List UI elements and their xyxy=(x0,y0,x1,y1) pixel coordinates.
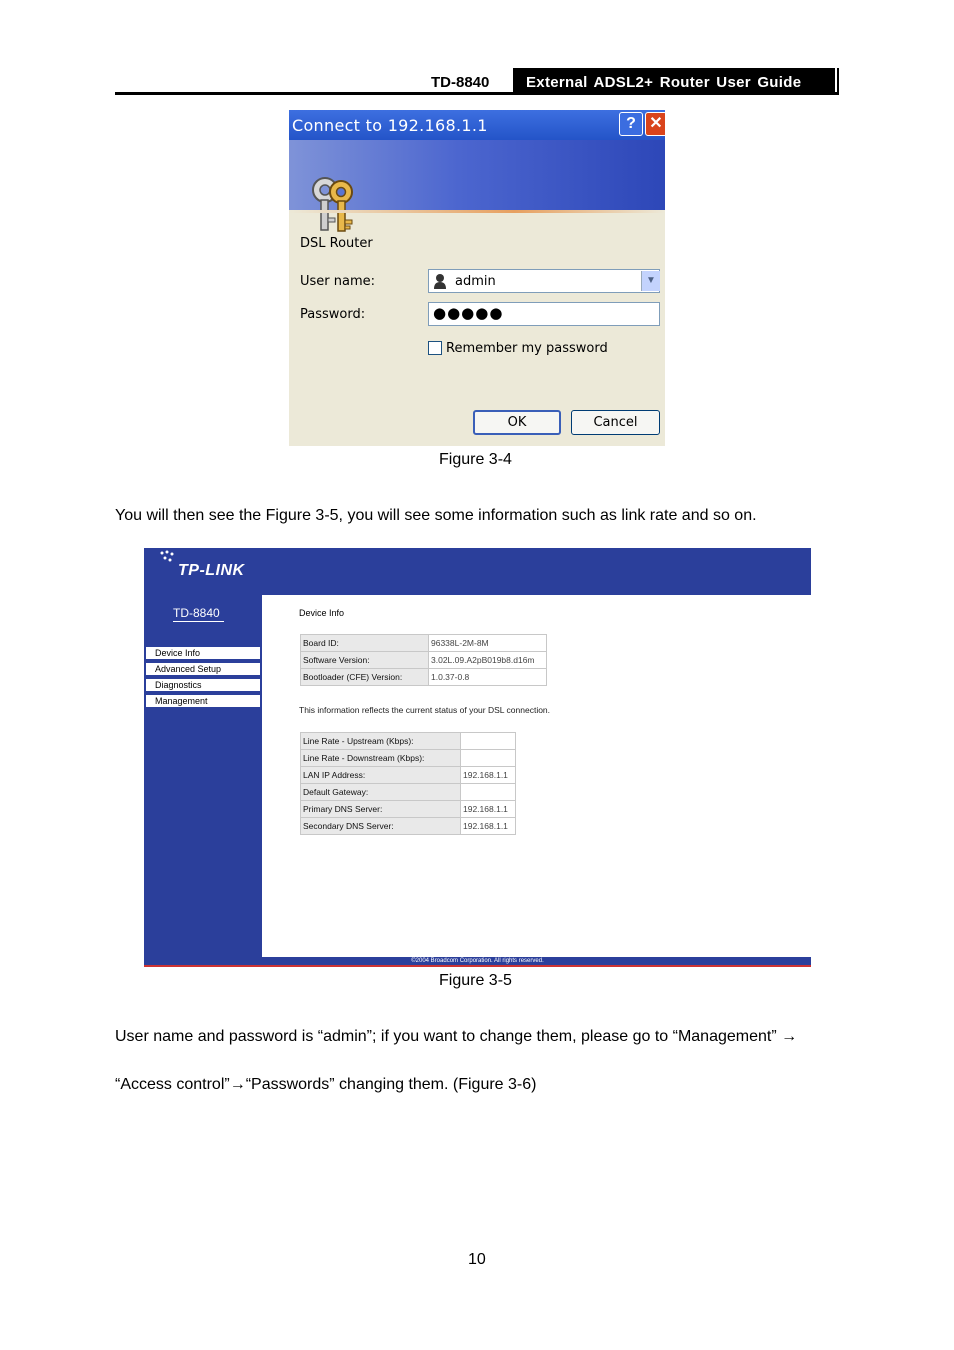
table-cell-value: 192.168.1.1 xyxy=(461,818,516,835)
user-icon xyxy=(433,273,447,289)
header-bar-end xyxy=(837,68,839,94)
dialog-title: Connect to 192.168.1.1 xyxy=(292,116,488,135)
table-cell-label: Primary DNS Server: xyxy=(301,801,461,818)
figure-caption: Figure 3-5 xyxy=(439,972,512,989)
body-paragraph: User name and password is “admin”; if you want to change them, please go to “Management” → xyxy=(115,1028,798,1045)
dropdown-arrow-icon[interactable]: ▼ xyxy=(641,271,660,291)
password-label: Password: xyxy=(300,307,366,322)
remember-password-checkbox[interactable] xyxy=(428,341,442,355)
table-cell-label: Default Gateway: xyxy=(301,784,461,801)
menu-item-diagnostics[interactable]: Diagnostics xyxy=(146,679,260,691)
table-cell-value: 1.0.37-0.8 xyxy=(429,669,547,686)
password-value: ●●●●● xyxy=(433,304,504,322)
ok-button[interactable]: OK xyxy=(473,410,561,435)
table-row xyxy=(301,635,547,652)
footer-accent-line xyxy=(144,965,811,967)
router-model-label: TD-8840 xyxy=(173,606,224,622)
dialog-titlebar[interactable] xyxy=(289,110,665,140)
banner-accent-line xyxy=(289,210,665,213)
status-note: This information reflects the current status of your DSL connection. xyxy=(299,705,551,715)
header-guide-title: External ADSL2+ Router User Guide xyxy=(526,74,802,91)
table-row xyxy=(301,801,516,818)
menu-item-device-info[interactable]: Device Info xyxy=(146,647,260,659)
table-cell-label: Secondary DNS Server: xyxy=(301,818,461,835)
menu-item-management[interactable]: Management xyxy=(146,695,260,707)
table-row xyxy=(301,652,547,669)
user-name-value: admin xyxy=(455,274,496,289)
table-row xyxy=(301,784,516,801)
router-top-banner xyxy=(144,548,811,595)
table-cell-value: 3.02L.09.A2pB019b8.d16m xyxy=(429,652,547,669)
table-row xyxy=(301,818,516,835)
device-info-table xyxy=(300,634,547,686)
table-cell-value: 96338L-2M-8M xyxy=(429,635,547,652)
table-cell-label: Bootloader (CFE) Version: xyxy=(301,669,429,686)
figure-caption: Figure 3-4 xyxy=(439,451,512,468)
page-title: Device Info xyxy=(299,608,345,618)
password-input[interactable] xyxy=(428,302,660,326)
menu-item-advanced-setup[interactable]: Advanced Setup xyxy=(146,663,260,675)
body-paragraph: “Access control”→“Passwords” changing them. (Figure 3-6) xyxy=(115,1076,537,1093)
table-cell-label: Line Rate - Upstream (Kbps): xyxy=(301,733,461,750)
table-cell-value xyxy=(461,750,516,767)
connection-status-table xyxy=(300,732,516,835)
table-cell-label: Software Version: xyxy=(301,652,429,669)
table-cell-value: 192.168.1.1 xyxy=(461,801,516,818)
remember-password-label[interactable]: Remember my password xyxy=(446,341,608,356)
table-cell-label: Board ID: xyxy=(301,635,429,652)
table-cell-value: 192.168.1.1 xyxy=(461,767,516,784)
header-model: TD-8840 xyxy=(431,74,490,91)
table-cell-value xyxy=(461,733,516,750)
logo-mark-icon xyxy=(158,550,178,566)
user-name-label: User name: xyxy=(300,274,376,289)
help-icon[interactable]: ? xyxy=(619,112,643,136)
router-device-info-page xyxy=(144,548,811,968)
table-row xyxy=(301,750,516,767)
header-rule xyxy=(115,92,839,95)
table-row xyxy=(301,733,516,750)
dialog-banner xyxy=(289,140,665,210)
table-cell-label: LAN IP Address: xyxy=(301,767,461,784)
realm-label: DSL Router xyxy=(300,236,373,251)
table-row xyxy=(301,669,547,686)
login-dialog xyxy=(289,110,665,446)
page-number: 10 xyxy=(468,1251,486,1268)
tp-link-logo: TP-LINK xyxy=(178,562,245,579)
cancel-button[interactable]: Cancel xyxy=(571,410,660,435)
body-paragraph: You will then see the Figure 3-5, you will see some information such as link rate and so on. xyxy=(115,507,757,524)
table-row xyxy=(301,767,516,784)
close-icon[interactable]: ✕ xyxy=(645,112,665,136)
keys-icon xyxy=(307,174,363,234)
router-footer: ©2004 Broadcom Corporation. All rights reserved. xyxy=(144,957,811,965)
table-cell-label: Line Rate - Downstream (Kbps): xyxy=(301,750,461,767)
table-cell-value xyxy=(461,784,516,801)
user-name-combobox[interactable] xyxy=(428,269,660,293)
